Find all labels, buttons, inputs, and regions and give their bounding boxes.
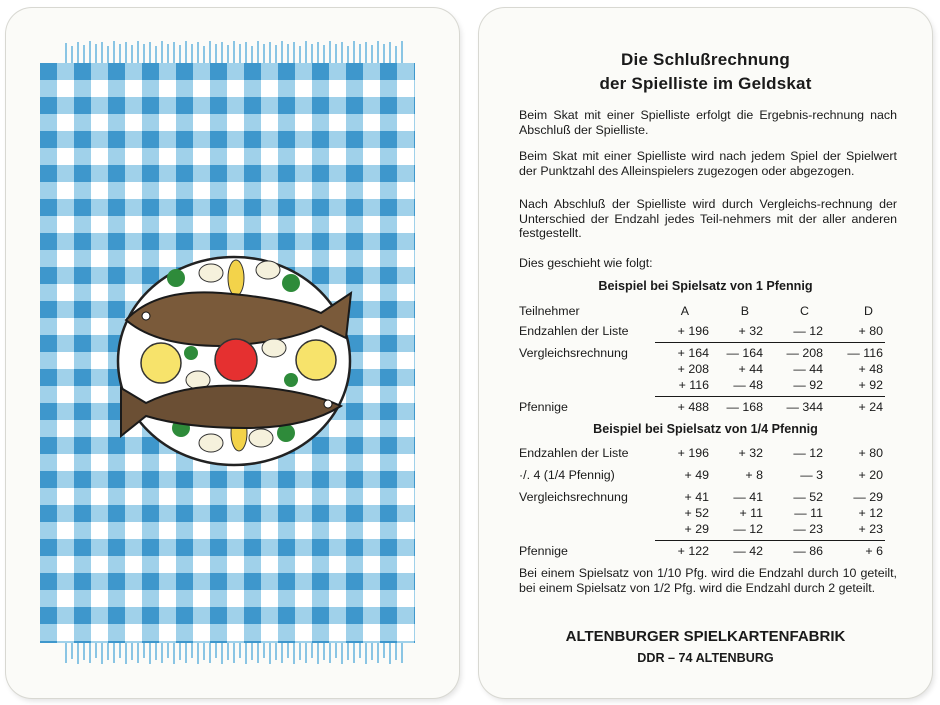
card-back (6, 8, 459, 698)
intro-text: Dies geschieht wie folgt: (519, 256, 653, 270)
ex1-compare-label: Vergleichsrechnung (519, 346, 628, 360)
brand-address: DDR – 74 ALTENBURG (637, 651, 774, 665)
fringe-bottom (66, 641, 402, 664)
brand-name: ALTENBURGER SPIELKARTENFABRIK (565, 628, 846, 645)
col-A: A (680, 304, 689, 318)
col-D: D (864, 304, 873, 318)
paragraph-1: Beim Skat mit einer Spielliste erfolgt die Ergebnis-rechnung nach Abschluß der Spielliste. (519, 108, 897, 137)
ex2-c2-A: + 52 (684, 506, 709, 520)
ex1-rule-2 (655, 396, 885, 397)
ex2-divide-label: ·/. 4 (1/4 Pfennig) (519, 468, 615, 482)
ex1-res-B: — 168 (726, 400, 763, 414)
ex1-end-A: + 196 (677, 324, 709, 338)
ex1-end-label: Endzahlen der Liste (519, 324, 629, 338)
ex2-rule (655, 540, 885, 541)
ex2-end-A: + 196 (677, 446, 709, 460)
title-line-2: der Spielliste im Geldskat (599, 74, 812, 93)
ex2-end-C: — 12 (793, 446, 823, 460)
ex2-c3-B: — 12 (733, 522, 763, 536)
ex2-c2-D: + 12 (858, 506, 883, 520)
participants-label: Teilnehmer (519, 304, 580, 318)
ex1-rule-1 (655, 342, 885, 343)
ex2-div-B: + 8 (745, 468, 763, 482)
ex1-c3-B: — 48 (733, 378, 763, 392)
fringe-top (66, 41, 402, 64)
ex1-c1-D: — 116 (847, 346, 883, 360)
ex2-compare-label: Vergleichsrechnung (519, 490, 628, 504)
ex2-res-B: — 42 (733, 544, 763, 558)
ex1-result-label: Pfennige (519, 400, 568, 414)
ex1-res-C: — 344 (786, 400, 823, 414)
ex1-end-B: + 32 (738, 324, 763, 338)
ex1-c1-C: — 208 (786, 346, 823, 360)
ex1-end-D: + 80 (858, 324, 883, 338)
ex2-div-C: — 3 (800, 468, 823, 482)
ex2-c1-D: — 29 (853, 490, 883, 504)
paragraph-3: Nach Abschluß der Spielliste wird durch Vergleichs-rechnung der Unterschied der Endzahl jedes Teil-nehmers mit der aller anderen festgestellt. (519, 197, 897, 241)
ex1-end-C: — 12 (793, 324, 823, 338)
ex1-c3-D: + 92 (858, 378, 883, 392)
ex2-end-B: + 32 (738, 446, 763, 460)
ex1-res-D: + 24 (858, 400, 883, 414)
gingham-tablecloth (6, 8, 459, 698)
ex2-div-D: + 20 (858, 468, 883, 482)
ex1-c2-B: + 44 (738, 362, 763, 376)
ex2-res-C: — 86 (793, 544, 823, 558)
ex2-c3-A: + 29 (684, 522, 709, 536)
ex2-c1-A: + 41 (684, 490, 709, 504)
example2-heading: Beispiel bei Spielsatz von 1/4 Pfennig (593, 422, 818, 436)
ex1-c3-A: + 116 (678, 378, 709, 392)
ex2-res-D: + 6 (865, 544, 883, 558)
ex1-c3-C: — 92 (793, 378, 823, 392)
ex2-c1-C: — 52 (793, 490, 823, 504)
col-C: C (800, 304, 809, 318)
ex2-result-label: Pfennige (519, 544, 568, 558)
ex1-c2-C: — 44 (793, 362, 823, 376)
ex2-c3-C: — 23 (793, 522, 823, 536)
ex2-c3-D: + 23 (858, 522, 883, 536)
ex2-c2-C: — 11 (794, 506, 823, 520)
col-B: B (740, 304, 749, 318)
ex2-div-A: + 49 (684, 468, 709, 482)
ex2-c2-B: + 11 (739, 506, 763, 520)
ex2-res-A: + 122 (677, 544, 709, 558)
ex2-end-label: Endzahlen der Liste (519, 446, 629, 460)
ex1-c2-A: + 208 (677, 362, 709, 376)
paragraph-2: Beim Skat mit einer Spielliste wird nach jedem Spiel der Spielwert der Punktzahl des Alleinspielers zugezogen oder abgezogen. (519, 149, 897, 178)
ex1-res-A: + 488 (677, 400, 709, 414)
ex1-c1-A: + 164 (677, 346, 709, 360)
footnote: Bei einem Spielsatz von 1/10 Pfg. wird die Endzahl durch 10 geteilt, bei einem Spielsatz von 1/2 Pfg. wird die Endzahl durch 2 geteilt. (519, 566, 897, 595)
title-line-1: Die Schlußrechnung (621, 50, 790, 69)
ex1-c1-B: — 164 (726, 346, 763, 360)
card-rules (479, 8, 932, 698)
ex2-c1-B: — 41 (733, 490, 763, 504)
ex2-end-D: + 80 (858, 446, 883, 460)
example1-heading: Beispiel bei Spielsatz von 1 Pfennig (598, 279, 813, 293)
fish-platter-icon (118, 257, 351, 465)
ex1-c2-D: + 48 (858, 362, 883, 376)
